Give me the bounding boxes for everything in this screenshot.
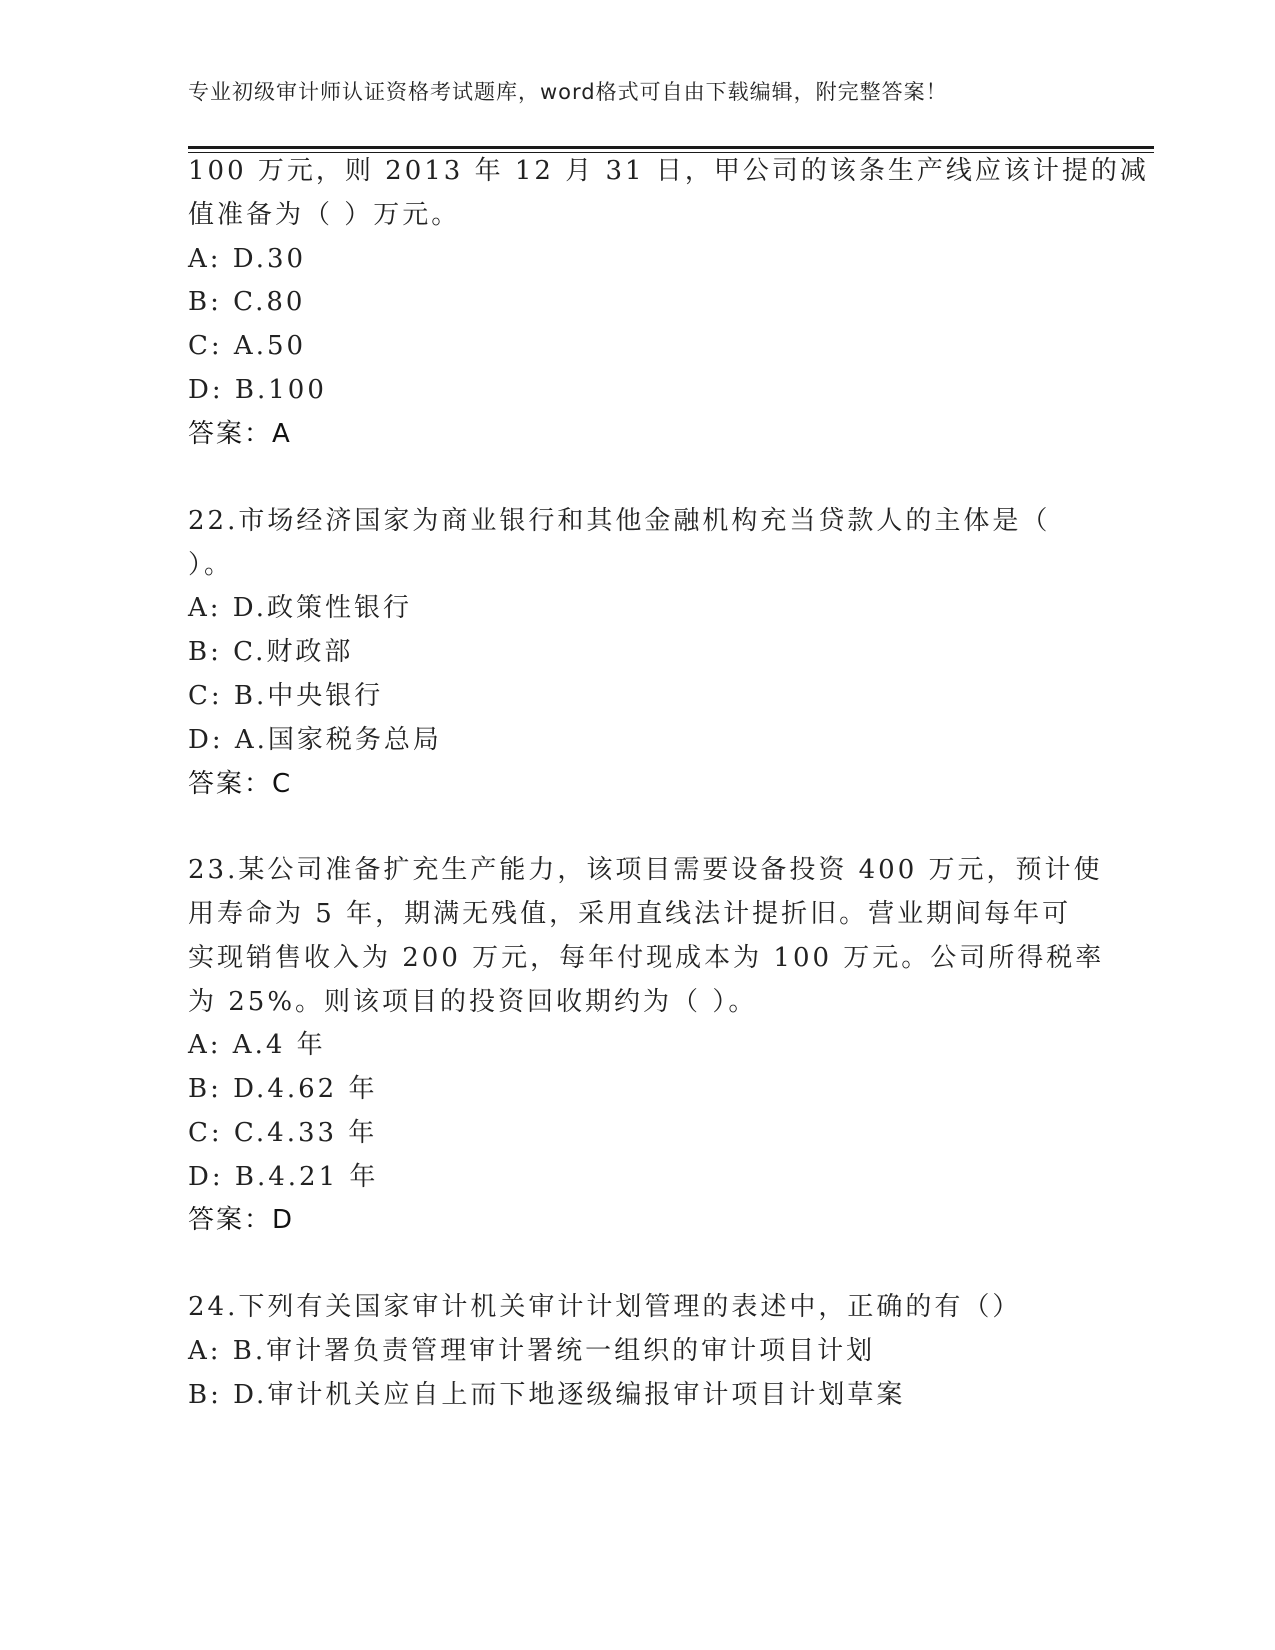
question-stem-line: 用寿命为 5 年，期满无残值，采用直线法计提折旧。营业期间每年可 bbox=[188, 899, 1072, 929]
answer-label: 答案：A bbox=[188, 419, 292, 449]
option-a: A: D.30 bbox=[188, 244, 307, 274]
question-stem-line: 23.某公司准备扩充生产能力，该项目需要设备投资 400 万元，预计使 bbox=[188, 855, 1103, 885]
option-b: B: C.80 bbox=[188, 287, 306, 317]
option-b: B: C.财政部 bbox=[188, 637, 354, 667]
answer-label: 答案：D bbox=[188, 1205, 295, 1235]
option-a: A: A.4 年 bbox=[188, 1030, 326, 1060]
option-d: D: B.4.21 年 bbox=[188, 1162, 379, 1192]
question-stem-line: 实现销售收入为 200 万元，每年付现成本为 100 万元。公司所得税率 bbox=[188, 943, 1105, 973]
question-stem-line: ）。 bbox=[188, 550, 234, 580]
question-stem-line: 为 25%。则该项目的投资回收期约为（ ）。 bbox=[188, 987, 758, 1017]
option-b: B: D.审计机关应自上而下地逐级编报审计项目计划草案 bbox=[188, 1380, 906, 1410]
header-divider-thin bbox=[188, 152, 1154, 153]
answer-label: 答案：C bbox=[188, 769, 293, 799]
option-b: B: D.4.62 年 bbox=[188, 1074, 378, 1104]
question-stem-line: 24.下列有关国家审计机关审计计划管理的表述中，正确的有（） bbox=[188, 1292, 1022, 1322]
option-c: C: C.4.33 年 bbox=[188, 1118, 378, 1148]
option-d: D: B.100 bbox=[188, 375, 327, 405]
header-divider bbox=[188, 146, 1154, 149]
option-c: C: A.50 bbox=[188, 331, 307, 361]
question-stem-line: 100 万元，则 2013 年 12 月 31 日，甲公司的该条生产线应该计提的减 bbox=[188, 156, 1149, 186]
question-stem-line: 值准备为（ ）万元。 bbox=[188, 200, 461, 230]
page-header: 专业初级审计师认证资格考试题库，word格式可自由下载编辑，附完整答案！ bbox=[188, 80, 948, 104]
question-stem-line: 22.市场经济国家为商业银行和其他金融机构充当贷款人的主体是（ bbox=[188, 506, 1051, 536]
option-a: A: D.政策性银行 bbox=[188, 593, 412, 623]
option-a: A: B.审计署负责管理审计署统一组织的审计项目计划 bbox=[188, 1336, 876, 1366]
option-c: C: B.中央银行 bbox=[188, 681, 384, 711]
option-d: D: A.国家税务总局 bbox=[188, 725, 442, 755]
